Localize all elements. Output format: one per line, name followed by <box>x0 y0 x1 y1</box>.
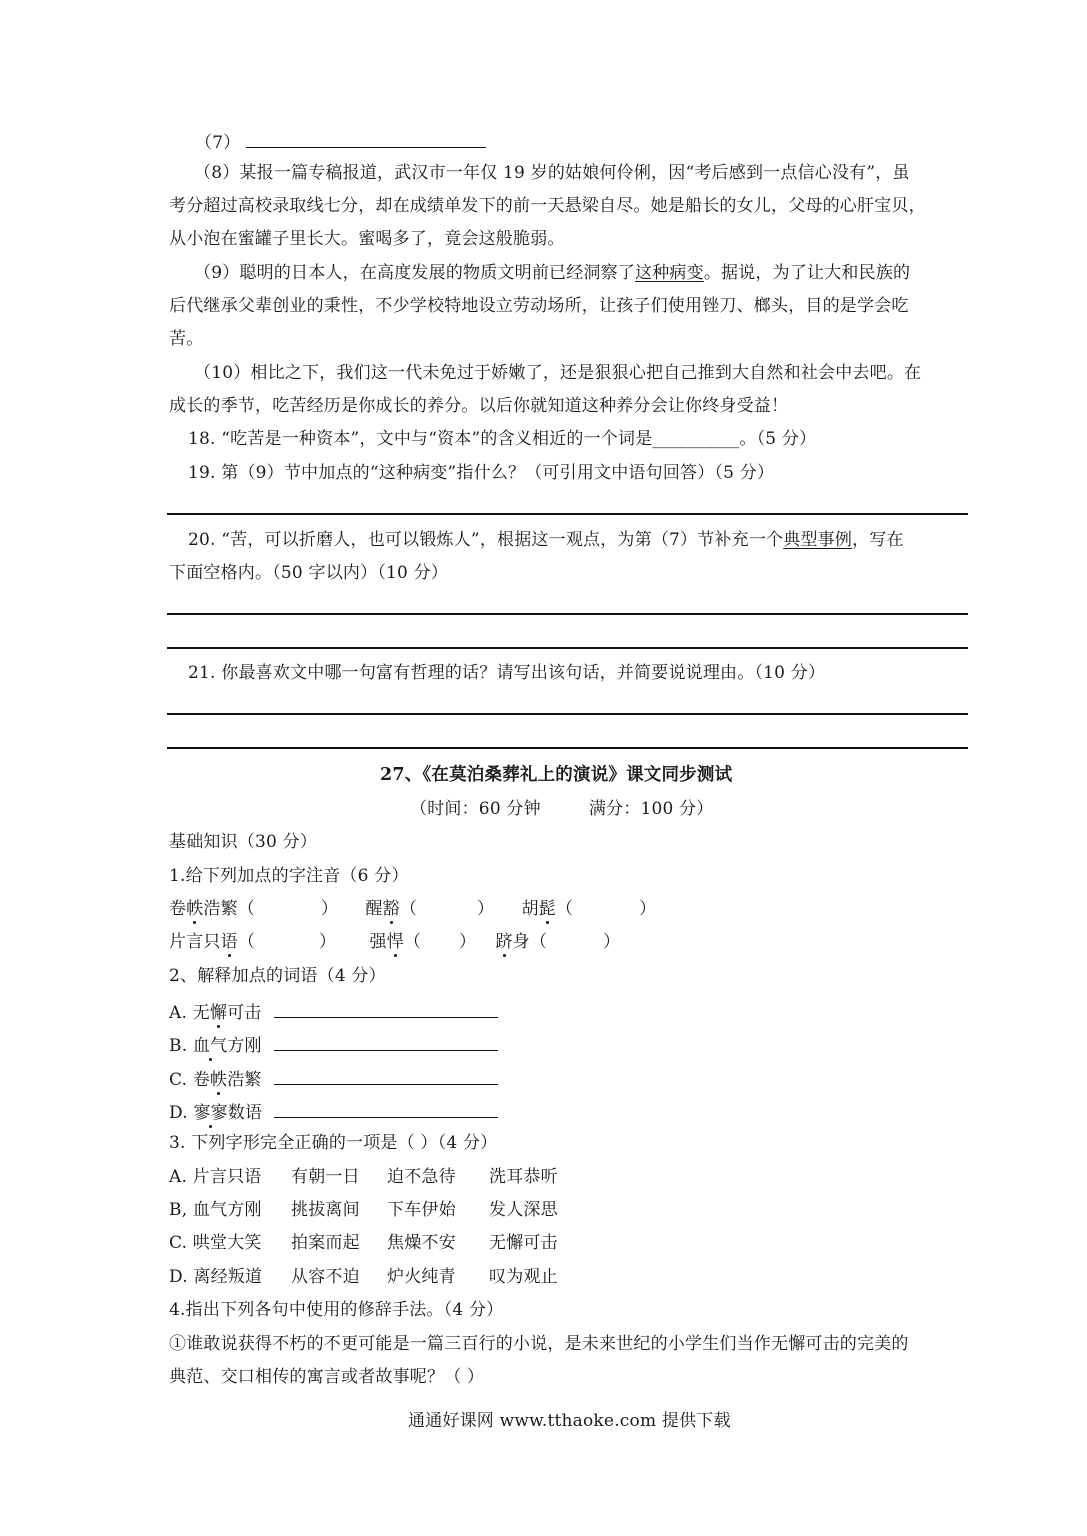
question-19: 19. 第（9）节中加点的“这种病变”指什么？（可引用文中语句回答）（5 分） <box>188 463 775 483</box>
option-row-d: D. 离经叛道 从容不迫 炉火纯青 叹为观止 <box>169 1267 558 1287</box>
page-footer: 通通好课网 www.tthaoke.com 提供下载 <box>408 1411 731 1431</box>
paragraph-9-text-a: （9）聪明的日本人，在高度发展的物质文明前已经洞察了 <box>194 263 636 283</box>
question-3: 3. 下列字形完全正确的一项是（ ）（4 分） <box>169 1133 498 1153</box>
paragraph-7 <box>195 129 486 154</box>
question-20-line-2: 下面空格内。（50 字以内）（10 分） <box>169 563 449 583</box>
paragraph-10-line-1: （10）相比之下，我们这一代未免过于娇嫩了，还是狠狠心把自己推到大自然和社会中去吧。在 <box>194 363 922 383</box>
section-heading: 基础知识（30 分） <box>169 832 318 852</box>
pinyin-item: 跻身（ ） <box>495 932 621 952</box>
answer-line-20b <box>167 647 968 649</box>
underlined-phrase: 典型事例 <box>783 530 853 550</box>
question-2: 2、解释加点的词语（4 分） <box>169 966 386 986</box>
option-row-c: C. 哄堂大笑 拍案而起 焦燥不安 无懈可击 <box>169 1233 558 1253</box>
question-20-line-1 <box>188 529 904 551</box>
answer-blank <box>274 999 498 1018</box>
explain-item-b: B. 血气方刚 <box>169 1032 498 1057</box>
question-20-text-b: ，写在 <box>852 530 904 550</box>
test-title: 27、《在莫泊桑葬礼上的演说》课文同步测试 <box>380 765 733 785</box>
question-20-text-a: 20. “苦，可以折磨人，也可以锻炼人”，根据这一观点，为第（7）节补充一个 <box>188 530 784 550</box>
pinyin-item: 卷帙浩繁（ ） <box>169 899 339 919</box>
pinyin-row-2 <box>169 931 620 953</box>
question-21: 21. 你最喜欢文中哪一句富有哲理的话？请写出该句话，并简要说说理由。（10 分） <box>188 663 826 683</box>
option-row-b: B, 血气方刚 挑拔离间 下车伊始 发人深思 <box>169 1200 558 1220</box>
pinyin-item: 强悍（ ） <box>369 932 477 952</box>
paragraph-9-line-3: 苦。 <box>169 329 204 349</box>
paragraph-9-line-2: 后代继承父辈创业的秉性，不少学校特地设立劳动场所，让孩子们使用锉刀、榔头，目的是学会吃 <box>169 296 909 316</box>
answer-blank <box>274 1099 498 1118</box>
answer-line-21a <box>167 713 968 715</box>
question-18-blank: __________ <box>652 429 740 449</box>
test-time-score <box>410 798 714 820</box>
underlined-phrase: 这种病变 <box>635 263 704 283</box>
question-4-sentence-line-2: 典范、交口相传的寓言或者故事呢？（ ） <box>169 1367 485 1387</box>
question-1: 1.给下列加点的字注音（6 分） <box>169 866 409 886</box>
pinyin-item: 醒豁（ ） <box>365 899 495 919</box>
option-row-a: A. 片言只语 有朝一日 迫不急待 洗耳恭听 <box>169 1167 558 1187</box>
answer-blank <box>274 1032 498 1051</box>
explain-item-c: C. 卷帙浩繁 <box>169 1066 498 1091</box>
test-time: （时间：60 分钟 <box>410 799 541 819</box>
question-18 <box>188 428 816 450</box>
paragraph-9-text-b: 。据说，为了让大和民族的 <box>703 263 911 283</box>
answer-line-20a <box>167 613 968 615</box>
question-18-points: 。（5 分） <box>739 429 817 449</box>
pinyin-row-1 <box>169 898 656 920</box>
paragraph-8-line-1: （8）某报一篇专稿报道，武汉市一年仅 19 岁的姑娘何伶俐，因“考后感到一点信心没有”，虽 <box>194 163 910 183</box>
paragraph-8-line-2: 考分超过高校录取线七分，却在成绩单发下的前一天悬梁自尽。她是船长的女儿，父母的心肝宝贝， <box>169 196 926 216</box>
paragraph-8-line-3: 从小泡在蜜罐子里长大。蜜喝多了，竟会这般脆弱。 <box>169 229 565 249</box>
pinyin-item: 胡髭（ ） <box>521 899 657 919</box>
paragraph-9-line-1 <box>194 262 910 284</box>
explain-item-a: A. 无懈可击 <box>169 999 498 1024</box>
paragraph-10-line-2: 成长的季节，吃苦经历是你成长的养分。以后你就知道这种养分会让你终身受益！ <box>169 396 789 416</box>
pinyin-item: 片言只语（ ） <box>169 932 337 952</box>
answer-line-21b <box>167 747 968 749</box>
answer-line-19 <box>167 513 968 515</box>
paragraph-7-label: （7） <box>195 133 241 153</box>
answer-blank <box>274 1066 498 1085</box>
test-score: 满分：100 分） <box>588 799 714 819</box>
explain-item-d: D. 寥寥数语 <box>169 1099 498 1124</box>
question-4: 4.指出下列各句中使用的修辞手法。（4 分） <box>169 1300 504 1320</box>
question-18-text: 18. “吃苦是一种资本”，文中与“资本”的含义相近的一个词是 <box>188 429 653 449</box>
question-4-sentence-line-1: ①谁敢说获得不朽的不更可能是一篇三百行的小说，是未来世纪的小学生们当作无懈可击的完美的 <box>169 1334 909 1354</box>
paragraph-7-blank <box>246 129 486 148</box>
